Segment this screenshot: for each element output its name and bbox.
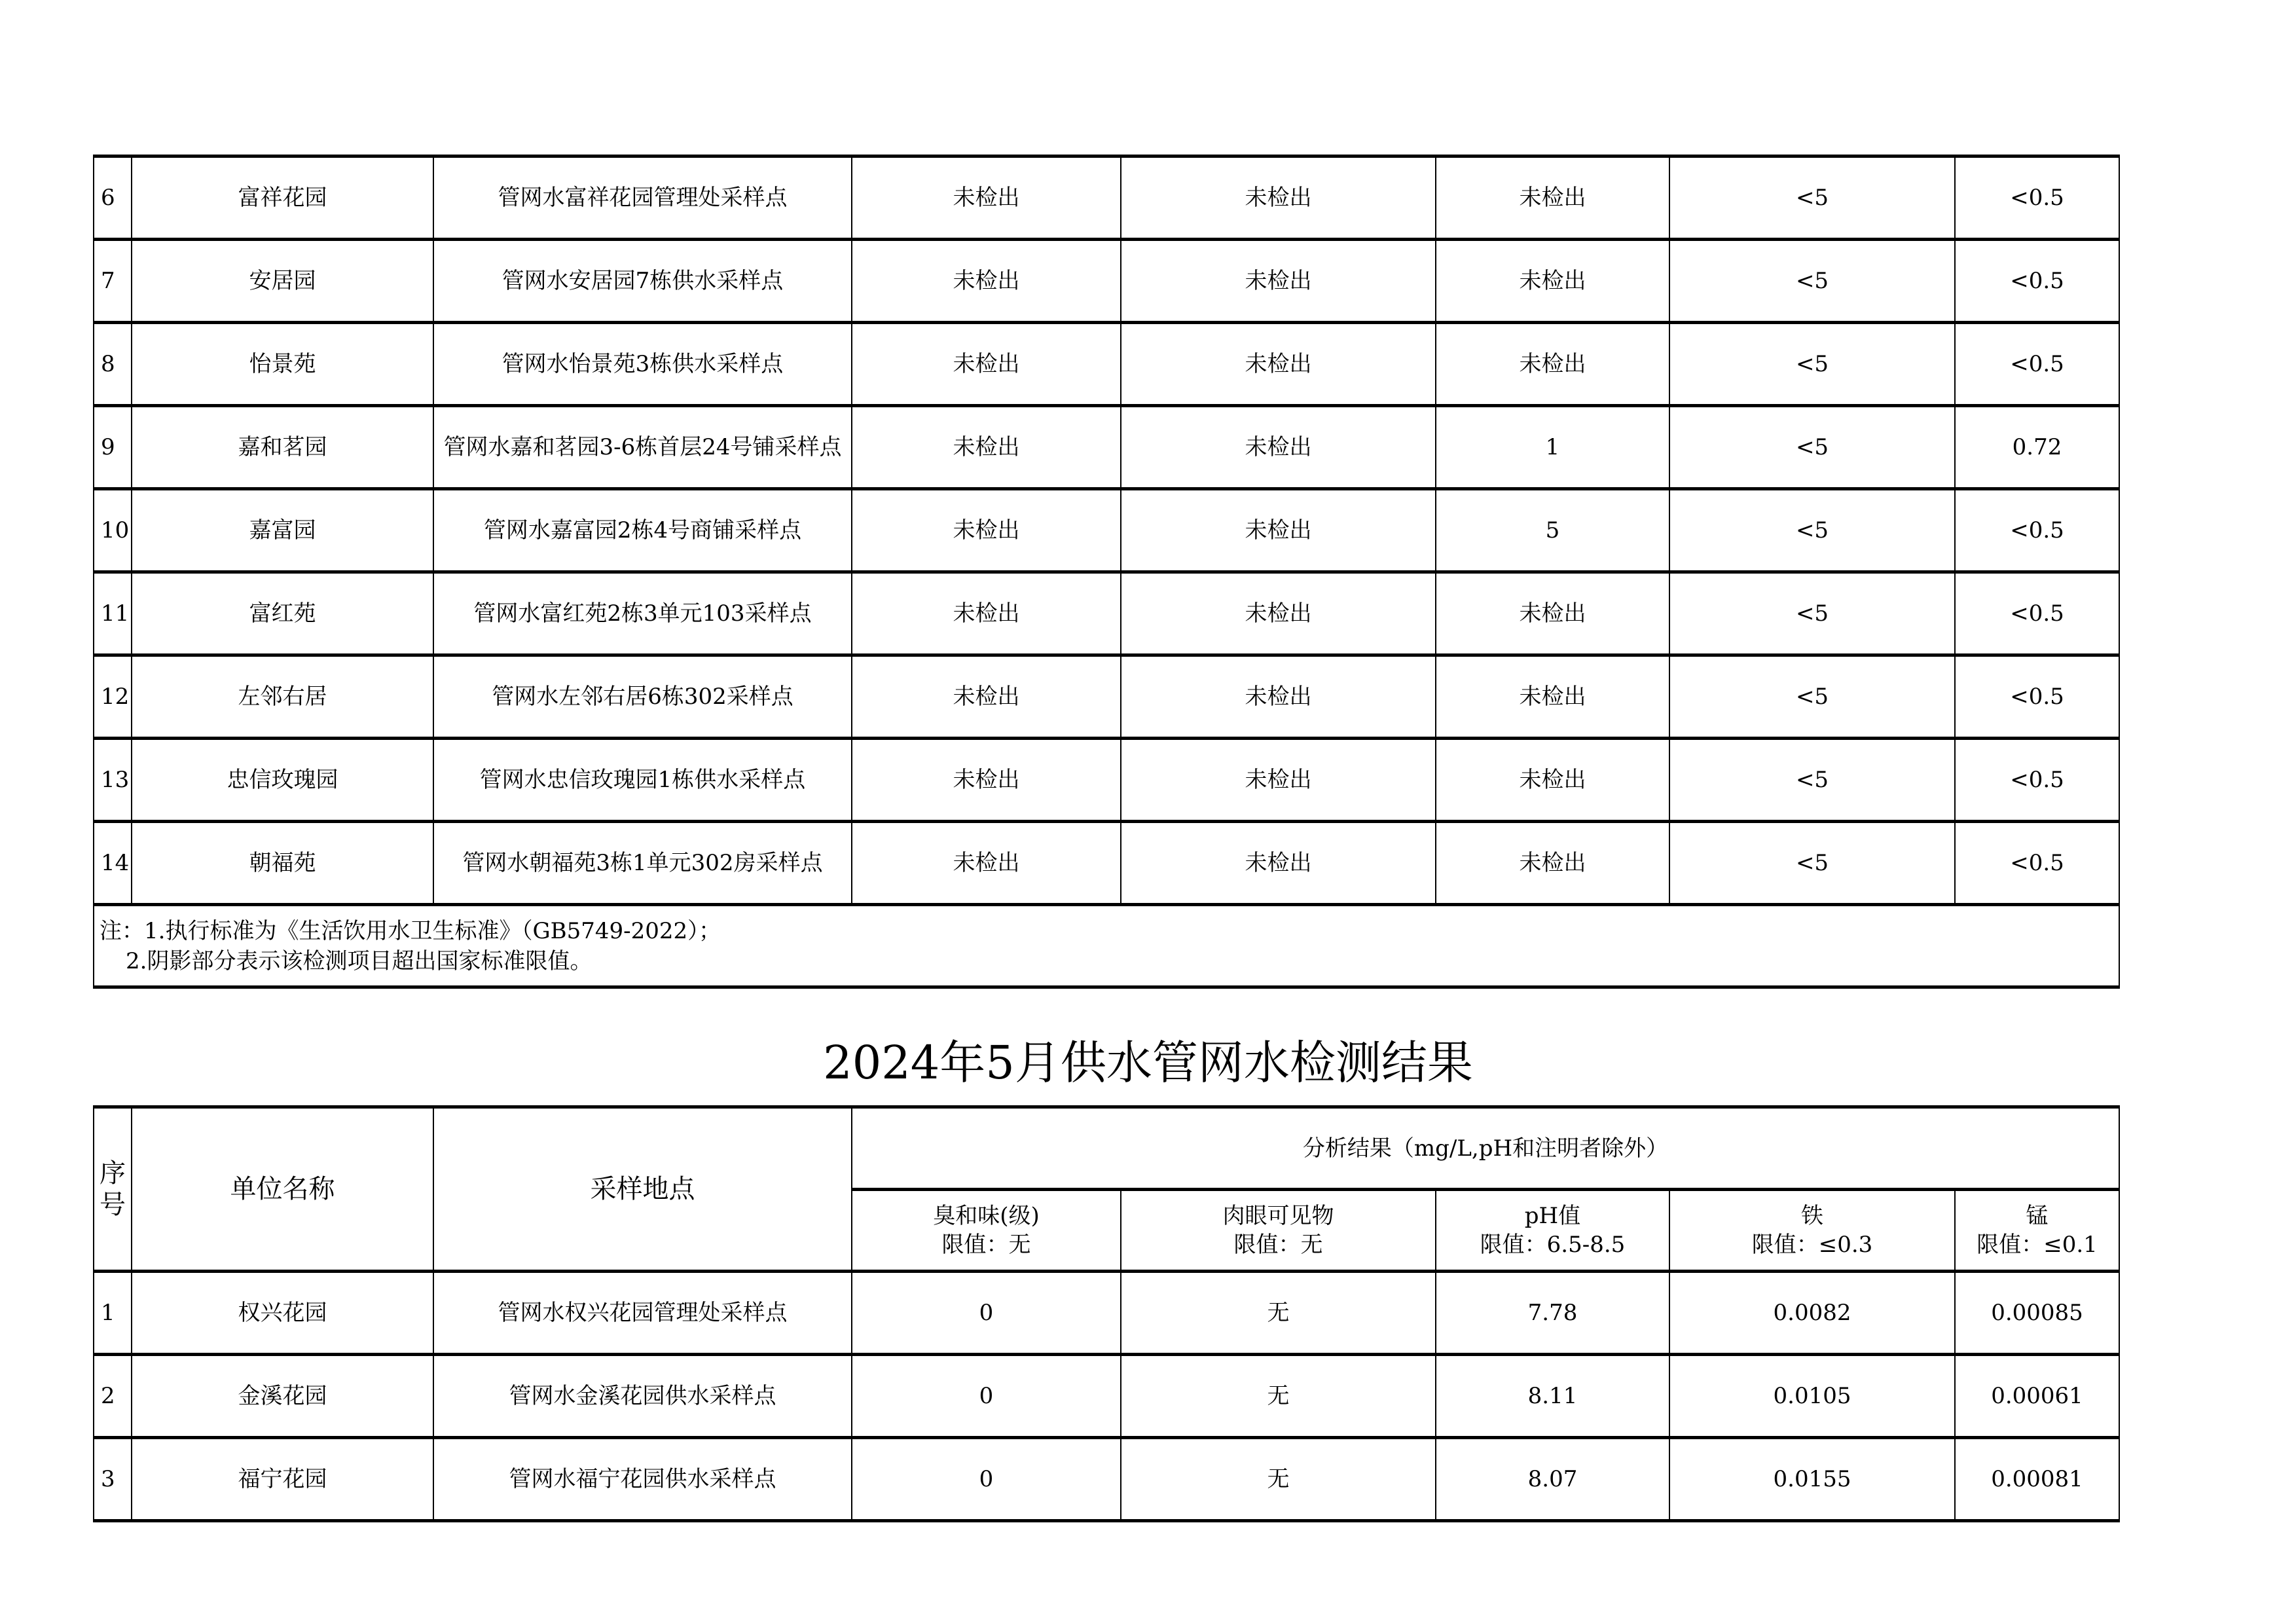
value-col-4: <5 xyxy=(1669,739,1955,822)
unit-name: 朝福苑 xyxy=(132,822,433,905)
value-col-3: 未检出 xyxy=(1436,739,1669,822)
value-col-3: 8.11 xyxy=(1436,1355,1669,1438)
value-col-1: 未检出 xyxy=(852,822,1121,905)
value-col-3: 7.78 xyxy=(1436,1272,1669,1355)
table-row xyxy=(94,406,2119,489)
value-col-2: 未检出 xyxy=(1121,655,1436,739)
header-sample-site: 采样地点 xyxy=(433,1107,852,1272)
row-number: 7 xyxy=(94,240,132,323)
sample-site: 管网水忠信玫瑰园1栋供水采样点 xyxy=(433,739,852,822)
value-col-2: 未检出 xyxy=(1121,739,1436,822)
sample-site: 管网水嘉富园2栋4号商铺采样点 xyxy=(433,489,852,572)
row-number: 14 xyxy=(94,822,132,905)
row-number: 3 xyxy=(94,1438,132,1521)
value-col-5: <0.5 xyxy=(1955,655,2119,739)
value-col-1: 0 xyxy=(852,1355,1121,1438)
value-col-3: 未检出 xyxy=(1436,323,1669,406)
header-manganese: 锰 限值：≤0.1 xyxy=(1955,1190,2119,1272)
header-visible-matter: 肉眼可见物 限值：无 xyxy=(1121,1190,1436,1272)
table-row xyxy=(94,655,2119,739)
sample-site: 管网水福宁花园供水采样点 xyxy=(433,1438,852,1521)
row-number: 6 xyxy=(94,156,132,240)
table-row xyxy=(94,240,2119,323)
table-row xyxy=(94,323,2119,406)
row-number: 9 xyxy=(94,406,132,489)
value-col-1: 未检出 xyxy=(852,655,1121,739)
value-col-4: <5 xyxy=(1669,822,1955,905)
value-col-3: 1 xyxy=(1436,406,1669,489)
table-row xyxy=(94,739,2119,822)
unit-name: 富祥花园 xyxy=(132,156,433,240)
value-col-2: 未检出 xyxy=(1121,822,1436,905)
value-col-4: <5 xyxy=(1669,156,1955,240)
value-col-4: <5 xyxy=(1669,240,1955,323)
value-col-4: <5 xyxy=(1669,655,1955,739)
value-col-2: 未检出 xyxy=(1121,156,1436,240)
value-col-1: 未检出 xyxy=(852,489,1121,572)
value-col-3: 未检出 xyxy=(1436,240,1669,323)
sample-site: 管网水金溪花园供水采样点 xyxy=(433,1355,852,1438)
value-col-1: 未检出 xyxy=(852,156,1121,240)
sample-site: 管网水嘉和茗园3-6栋首层24号铺采样点 xyxy=(433,406,852,489)
value-col-1: 未检出 xyxy=(852,406,1121,489)
table-row xyxy=(94,1438,2119,1521)
header-seq-no: 序号 xyxy=(94,1107,132,1272)
value-col-3: 5 xyxy=(1436,489,1669,572)
row-number: 1 xyxy=(94,1272,132,1355)
value-col-5: 0.00081 xyxy=(1955,1438,2119,1521)
row-number: 13 xyxy=(94,739,132,822)
value-col-1: 未检出 xyxy=(852,739,1121,822)
sample-site: 管网水富红苑2栋3单元103采样点 xyxy=(433,572,852,655)
value-col-2: 未检出 xyxy=(1121,489,1436,572)
value-col-5: <0.5 xyxy=(1955,156,2119,240)
value-col-1: 0 xyxy=(852,1272,1121,1355)
value-col-5: <0.5 xyxy=(1955,822,2119,905)
unit-name: 嘉和茗园 xyxy=(132,406,433,489)
row-number: 12 xyxy=(94,655,132,739)
row-number: 8 xyxy=(94,323,132,406)
value-col-3: 未检出 xyxy=(1436,156,1669,240)
header-ph: pH值 限值：6.5-8.5 xyxy=(1436,1190,1669,1272)
notes-row xyxy=(94,905,2119,987)
unit-name: 富红苑 xyxy=(132,572,433,655)
sample-site: 管网水安居园7栋供水采样点 xyxy=(433,240,852,323)
value-col-1: 0 xyxy=(852,1438,1121,1521)
value-col-5: 0.00061 xyxy=(1955,1355,2119,1438)
sample-site: 管网水权兴花园管理处采样点 xyxy=(433,1272,852,1355)
value-col-1: 未检出 xyxy=(852,323,1121,406)
value-col-4: <5 xyxy=(1669,406,1955,489)
row-number: 10 xyxy=(94,489,132,572)
value-col-5: <0.5 xyxy=(1955,572,2119,655)
value-col-4: <5 xyxy=(1669,489,1955,572)
unit-name: 怡景苑 xyxy=(132,323,433,406)
value-col-1: 未检出 xyxy=(852,572,1121,655)
value-col-4: <5 xyxy=(1669,572,1955,655)
unit-name: 安居园 xyxy=(132,240,433,323)
value-col-5: <0.5 xyxy=(1955,739,2119,822)
table-row xyxy=(94,1355,2119,1438)
header-analysis-results: 分析结果（mg/L,pH和注明者除外） xyxy=(852,1107,2119,1190)
value-col-2: 无 xyxy=(1121,1438,1436,1521)
note-line-1: 注：1.执行标准为《生活饮用水卫生标准》（GB5749-2022）； xyxy=(100,917,721,944)
value-col-2: 无 xyxy=(1121,1272,1436,1355)
header-odor: 臭和味(级) 限值：无 xyxy=(852,1190,1121,1272)
table-row xyxy=(94,156,2119,240)
value-col-5: <0.5 xyxy=(1955,323,2119,406)
value-col-3: 未检出 xyxy=(1436,572,1669,655)
sample-site: 管网水富祥花园管理处采样点 xyxy=(433,156,852,240)
value-col-3: 8.07 xyxy=(1436,1438,1669,1521)
unit-name: 福宁花园 xyxy=(132,1438,433,1521)
table-row xyxy=(94,489,2119,572)
row-number: 11 xyxy=(94,572,132,655)
value-col-1: 未检出 xyxy=(852,240,1121,323)
table-row xyxy=(94,1272,2119,1355)
unit-name: 金溪花园 xyxy=(132,1355,433,1438)
notes-cell xyxy=(94,905,2119,987)
value-col-5: <0.5 xyxy=(1955,489,2119,572)
value-col-4: 0.0155 xyxy=(1669,1438,1955,1521)
table-row xyxy=(94,822,2119,905)
unit-name: 忠信玫瑰园 xyxy=(132,739,433,822)
unit-name: 嘉富园 xyxy=(132,489,433,572)
results-table-continued xyxy=(93,155,2120,989)
page-title: 2024年5月供水管网水检测结果 xyxy=(823,1036,1473,1090)
table-row xyxy=(94,572,2119,655)
sample-site: 管网水怡景苑3栋供水采样点 xyxy=(433,323,852,406)
value-col-4: 0.0105 xyxy=(1669,1355,1955,1438)
note-line-2: 2.阴影部分表示该检测项目超出国家标准限值。 xyxy=(126,947,592,974)
value-col-4: 0.0082 xyxy=(1669,1272,1955,1355)
row-number: 2 xyxy=(94,1355,132,1438)
value-col-3: 未检出 xyxy=(1436,655,1669,739)
value-col-2: 未检出 xyxy=(1121,323,1436,406)
value-col-4: <5 xyxy=(1669,323,1955,406)
header-iron: 铁 限值：≤0.3 xyxy=(1669,1190,1955,1272)
value-col-2: 未检出 xyxy=(1121,572,1436,655)
value-col-2: 未检出 xyxy=(1121,406,1436,489)
value-col-5: <0.5 xyxy=(1955,240,2119,323)
results-table-may-2024 xyxy=(93,1105,2120,1522)
sample-site: 管网水左邻右居6栋302采样点 xyxy=(433,655,852,739)
value-col-3: 未检出 xyxy=(1436,822,1669,905)
header-row-1 xyxy=(94,1107,2119,1190)
header-unit-name: 单位名称 xyxy=(132,1107,433,1272)
unit-name: 权兴花园 xyxy=(132,1272,433,1355)
value-col-5: 0.00085 xyxy=(1955,1272,2119,1355)
value-col-5: 0.72 xyxy=(1955,406,2119,489)
value-col-2: 无 xyxy=(1121,1355,1436,1438)
unit-name: 左邻右居 xyxy=(132,655,433,739)
value-col-2: 未检出 xyxy=(1121,240,1436,323)
sample-site: 管网水朝福苑3栋1单元302房采样点 xyxy=(433,822,852,905)
